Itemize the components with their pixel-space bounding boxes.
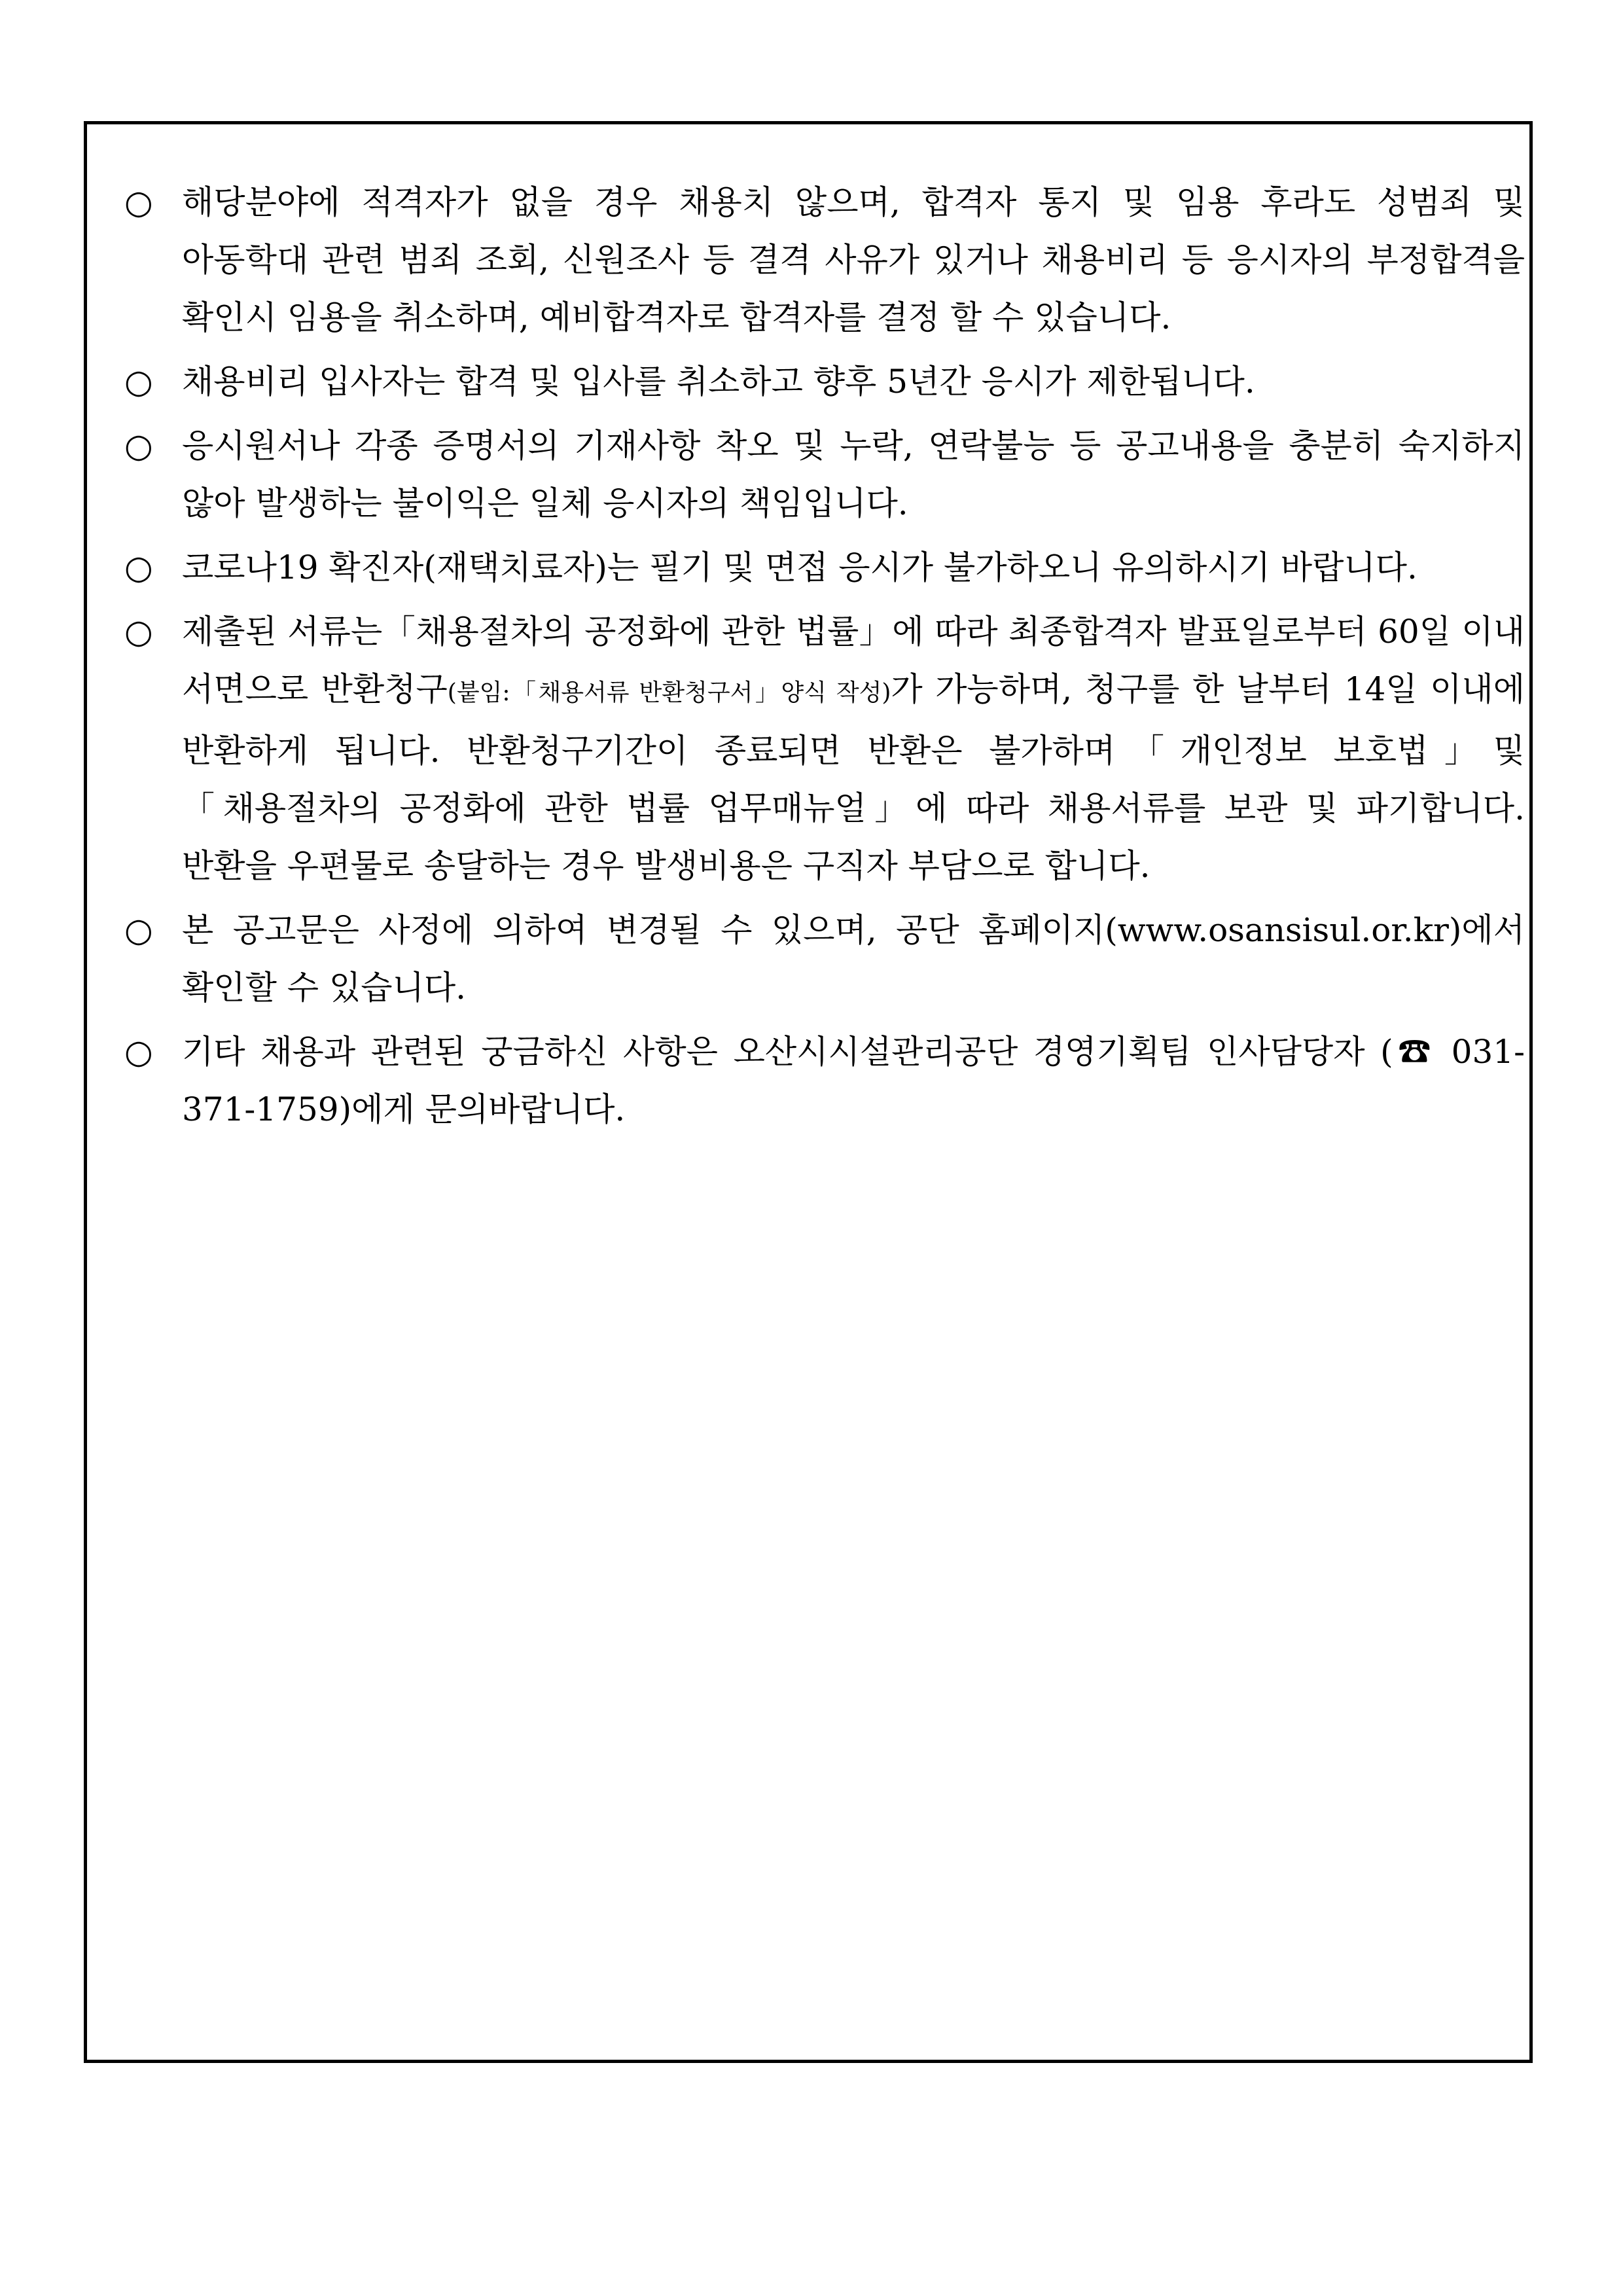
circle-bullet-icon: ○ <box>124 548 153 586</box>
notice-attachment-note: (붙임:「채용서류 반환청구서」양식 작성) <box>447 679 891 706</box>
notice-text: 기타 채용과 관련된 궁금하신 사항은 오산시시설관리공단 경영기획팀 인사담당자 (☎ 031-371-1759)에게 문의바랍니다. <box>182 1033 1525 1128</box>
notice-item-disqualification <box>124 173 1525 346</box>
notice-item-contact <box>124 1023 1525 1138</box>
notice-text: 응시원서나 각종 증명서의 기재사항 착오 및 누락, 연락불능 등 공고내용을 충분히 숙지하지 않아 발생하는 불이익은 일체 응시자의 책임입니다. <box>182 427 1525 522</box>
circle-bullet-icon: ○ <box>124 183 153 221</box>
circle-bullet-icon: ○ <box>124 363 153 401</box>
notice-text-part-b: 가 가능하며, 청구를 한 날부터 14일 이내에 반환하게 됩니다. 반환청구기간이 종료되면 반환은 불가하며「개인정보 보호법」및「채용절차의 공정화에 관한 법률 업무매뉴얼」에 따라 채용서류를 보관 및 파기합니다. 반환을 우편물로 송달하는 경우 발생비용은 구직자 부담으로 합니다. <box>182 670 1525 885</box>
notice-item-announcement-change <box>124 901 1525 1016</box>
notice-text: 해당분야에 적격자가 없을 경우 채용치 않으며, 합격자 통지 및 임용 후라도 성범죄 및 아동학대 관련 범죄 조회, 신원조사 등 결격 사유가 있거나 채용비리 등 응시자의 부정합격을 확인시 임용을 취소하며, 예비합격자로 합격자를 결정 할 수 있습니다. <box>182 183 1525 336</box>
circle-bullet-icon: ○ <box>124 613 153 651</box>
notice-item-covid <box>124 539 1525 596</box>
notice-text: 채용비리 입사자는 합격 및 입사를 취소하고 향후 5년간 응시가 제한됩니다. <box>182 363 1255 401</box>
notice-list <box>124 173 1525 1145</box>
circle-bullet-icon: ○ <box>124 427 153 465</box>
notice-item-document-return <box>124 603 1525 895</box>
notice-text: 본 공고문은 사정에 의하여 변경될 수 있으며, 공단 홈페이지(www.osansisul.or.kr)에서 확인할 수 있습니다. <box>182 911 1525 1007</box>
notice-text: 코로나19 확진자(재택치료자)는 필기 및 면접 응시가 불가하오니 유의하시기 바랍니다. <box>182 548 1418 586</box>
notice-item-hiring-corruption <box>124 353 1525 410</box>
notice-text-part-a: 제출된 서류는「채용절차의 공정화에 관한 법률」에 따라 최종합격자 발표일로부터 60일 이내 서면으로 반환청구 <box>182 613 1525 708</box>
circle-bullet-icon: ○ <box>124 911 153 949</box>
notice-item-applicant-responsibility <box>124 417 1525 532</box>
circle-bullet-icon: ○ <box>124 1033 153 1071</box>
